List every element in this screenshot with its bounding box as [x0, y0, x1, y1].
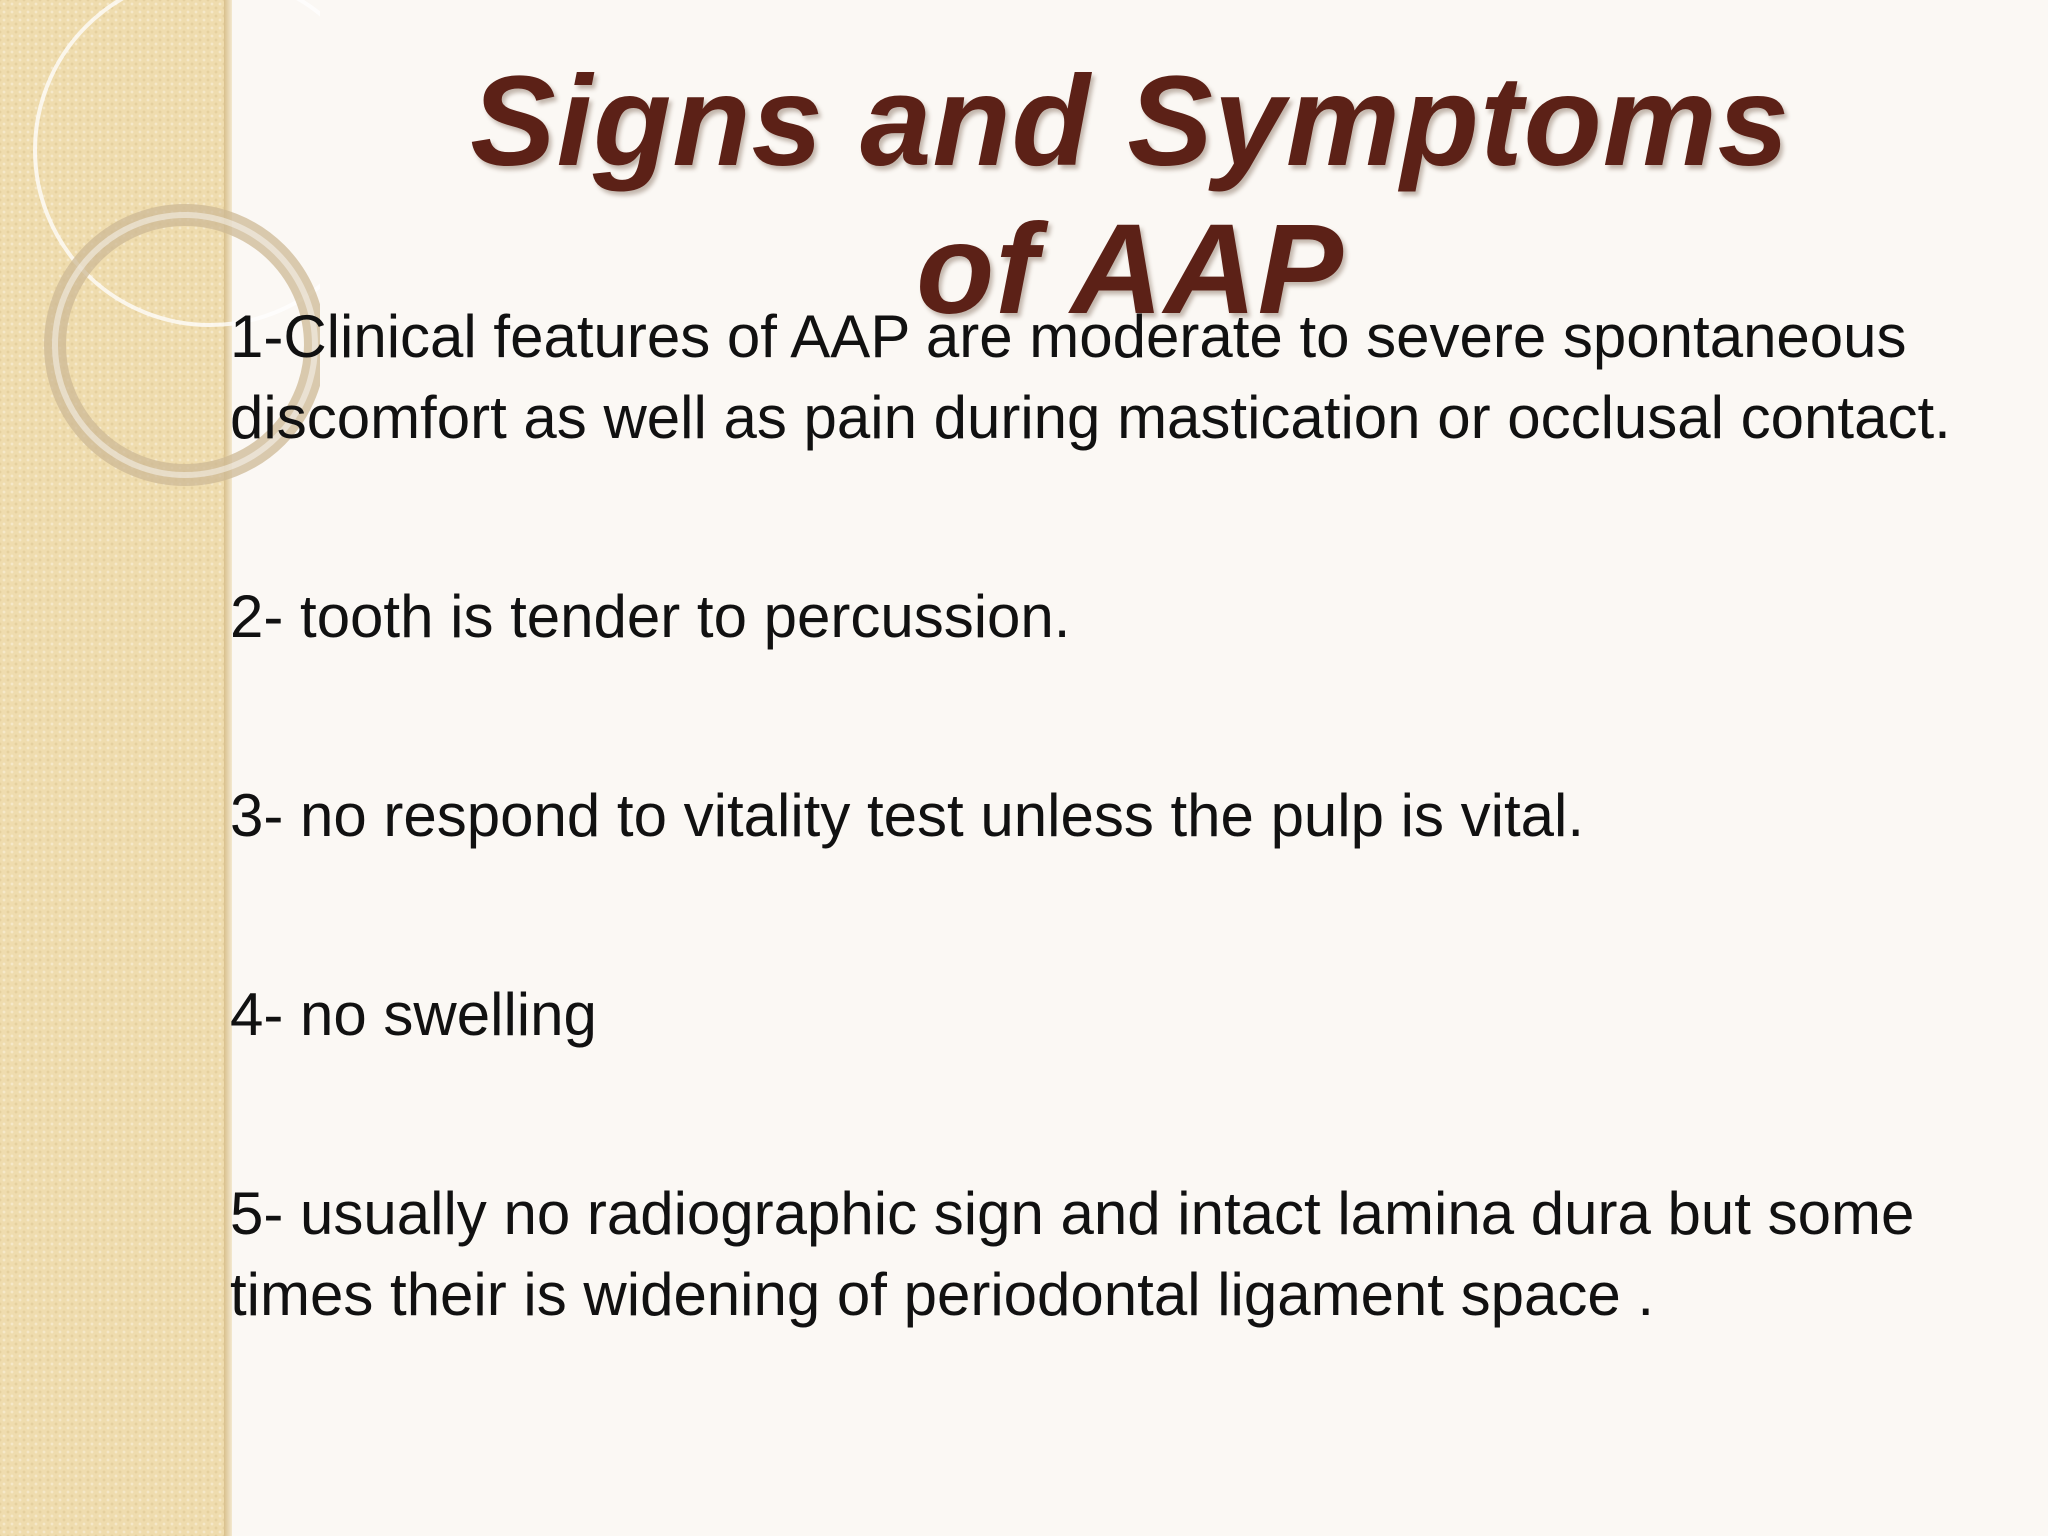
list-item: 1-Clinical features of AAP are moderate to severe spontaneous discomfort as well as pain during mastication or occlusal contact. [230, 303, 1951, 451]
list-item: 3- no respond to vitality test unless the pulp is vital. [230, 782, 1585, 849]
list-item: 4- no swelling [230, 981, 597, 1048]
list-item: 5- usually no radiographic sign and intact lamina dura but some times their is widening of periodontal ligament space . [230, 1180, 1915, 1328]
symptom-list [230, 296, 2010, 1335]
slide-title: Signs and Symptoms of AAP [470, 50, 1790, 341]
list-item: 2- tooth is tender to percussion. [230, 583, 1071, 650]
